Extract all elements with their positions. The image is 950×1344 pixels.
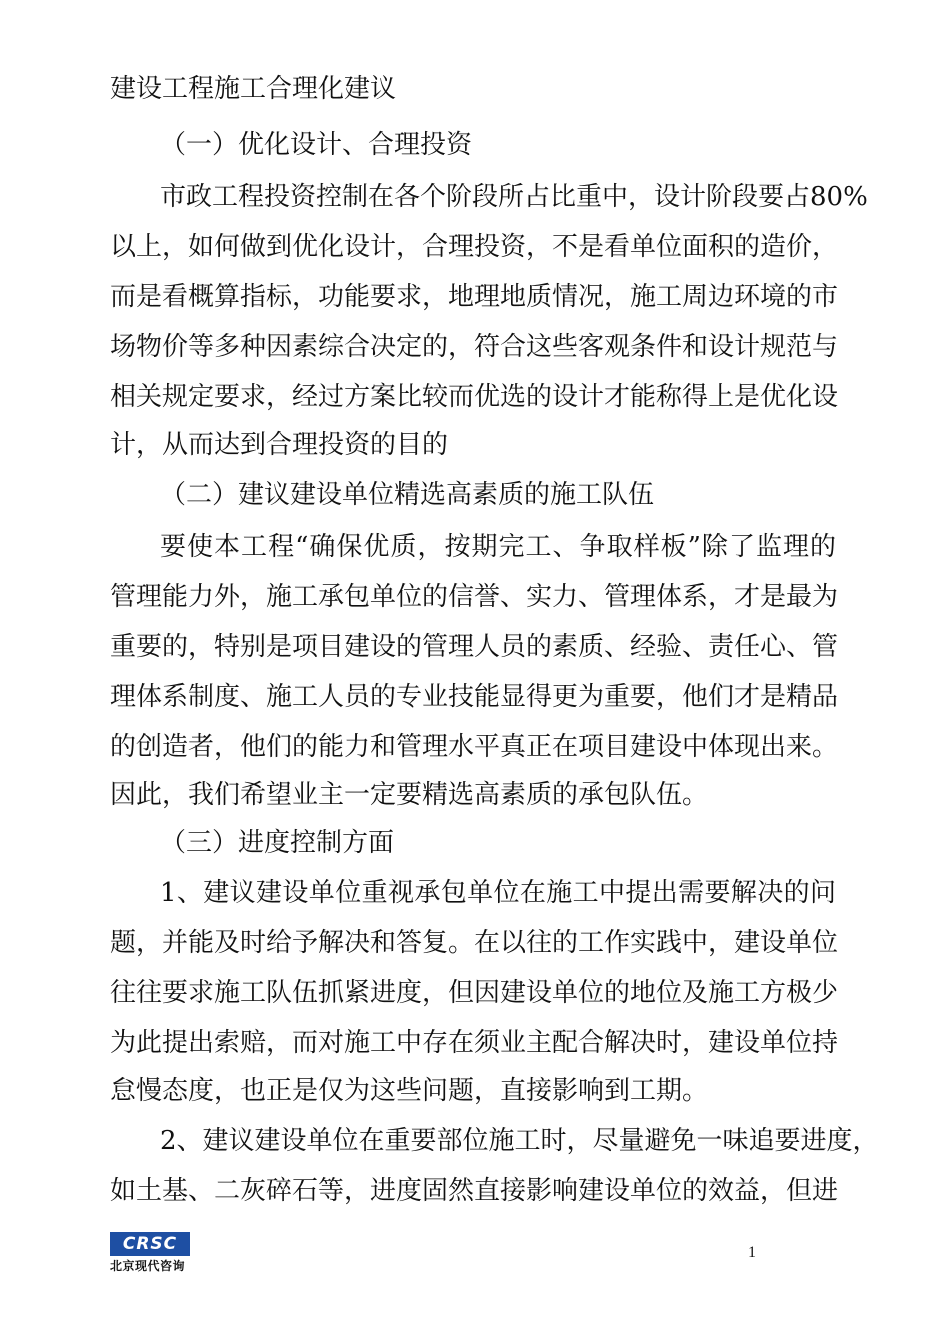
section-heading-2: （二）建议建设单位精选高素质的施工队伍: [160, 480, 655, 510]
paragraph-line: 2、建议建设单位在重要部位施工时，尽量避免一味追要进度，: [160, 1126, 879, 1156]
paragraph-line: 为此提出索赔，而对施工中存在须业主配合解决时，建设单位持: [110, 1028, 839, 1058]
paragraph-line: 因此，我们希望业主一定要精选高素质的承包队伍。: [110, 780, 709, 810]
logo-caption: 北京现代咨询: [110, 1259, 186, 1273]
section-heading-3: （三）进度控制方面: [160, 828, 395, 858]
paragraph-line: 市政工程投资控制在各个阶段所占比重中，设计阶段要占80%: [160, 182, 868, 212]
paragraph-line: 以上，如何做到优化设计，合理投资，不是看单位面积的造价，: [110, 232, 839, 262]
paragraph-line: 的创造者，他们的能力和管理水平真正在项目建设中体现出来。: [110, 732, 839, 762]
paragraph-line: 管理能力外，施工承包单位的信誉、实力、管理体系，才是最为: [110, 582, 839, 612]
paragraph-line: 计，从而达到合理投资的目的: [110, 430, 449, 460]
paragraph-line: 往往要求施工队伍抓紧进度，但因建设单位的地位及施工方极少: [110, 978, 839, 1008]
paragraph-line: 相关规定要求，经过方案比较而优选的设计才能称得上是优化设: [110, 382, 839, 412]
paragraph-line: 理体系制度、施工人员的专业技能显得更为重要，他们才是精品: [110, 682, 839, 712]
paragraph-line: 1、建议建设单位重视承包单位在施工中提出需要解决的问: [160, 878, 836, 908]
paragraph-line: 要使本工程“确保优质，按期完工、争取样板”除了监理的: [160, 532, 836, 562]
logo-text: CRSC: [122, 1234, 178, 1254]
paragraph-line: 题，并能及时给予解决和答复。在以往的工作实践中，建设单位: [110, 928, 839, 958]
paragraph-line: 如土基、二灰碎石等，进度固然直接影响建设单位的效益，但进: [110, 1176, 839, 1206]
section-heading-1: （一）优化设计、合理投资: [160, 130, 473, 160]
document-title: 建设工程施工合理化建议: [110, 74, 397, 104]
paragraph-line: 场物价等多种因素综合决定的，符合这些客观条件和设计规范与: [110, 332, 839, 362]
paragraph-line: 怠慢态度，也正是仅为这些问题，直接影响到工期。: [110, 1076, 709, 1106]
paragraph-line: 重要的，特别是项目建设的管理人员的素质、经验、责任心、管: [110, 632, 839, 662]
paragraph-line: 而是看概算指标，功能要求，地理地质情况，施工周边环境的市: [110, 282, 839, 312]
company-logo: [110, 1232, 194, 1276]
page-number: 1: [748, 1244, 756, 1261]
